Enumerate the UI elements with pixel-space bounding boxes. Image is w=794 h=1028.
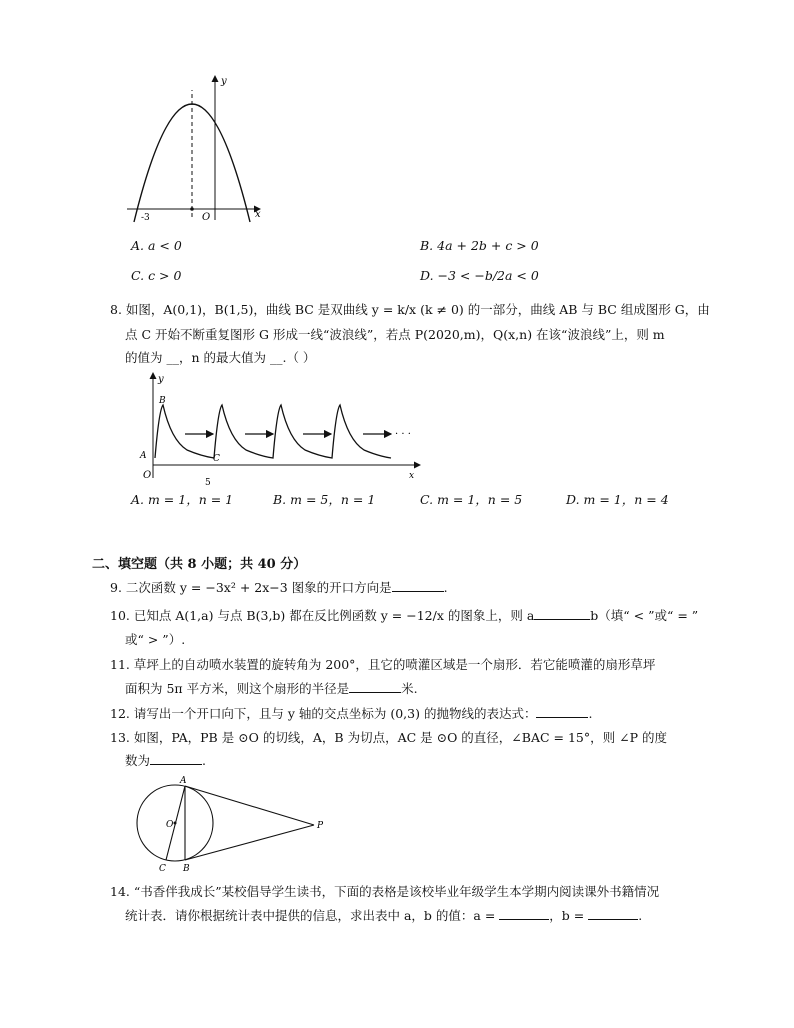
q12-tail: .	[588, 706, 593, 721]
q8-option-c[interactable]: C. m = 1，n = 5	[420, 492, 523, 507]
q10-tail: b（填“ < ”或“ = ”	[590, 608, 699, 623]
q13-label-a: A	[180, 776, 187, 786]
q13-text: 数为	[125, 753, 151, 768]
q13-tail: .	[202, 753, 206, 768]
q7-neg3-label: -3	[141, 213, 150, 223]
q8-line-2: 点 C 开始不断重复图形 G 形成一线“波浪线”，若点 P(2020,m)，Q(x,n) 在该“波浪线”上，则 m	[125, 327, 665, 342]
q9-tail: .	[443, 580, 448, 595]
q7-x-label: x	[255, 209, 261, 220]
q11-tail: 米.	[401, 681, 418, 696]
q13-center-dot	[174, 822, 177, 825]
q9-text: 9. 二次函数 y = −3x² + 2x−3 图象的开口方向是	[110, 580, 392, 595]
q8-x-label: x	[409, 471, 415, 481]
q8-y-label: y	[158, 374, 164, 385]
q8-option-a[interactable]: A. m = 1，n = 1	[131, 492, 234, 507]
q7-origin-label: O	[202, 212, 211, 223]
q8-point-c-label: C	[213, 454, 220, 464]
q13-label-o: O	[166, 820, 174, 830]
q13-blank[interactable]	[150, 753, 202, 765]
q14-text: 统计表．请你根据统计表中提供的信息，求出表中 a，b 的值：a =	[125, 908, 496, 923]
q10-head: 10. 已知点 A(1,a) 与点 B(3,b) 都在反比例函数 y = −12/x 的图象上，则 a	[110, 608, 535, 623]
q13-line-2	[125, 753, 206, 769]
q7-parabola-graph	[125, 72, 265, 222]
q13-tangent-pb	[185, 825, 314, 860]
q7-vertex-foot-dot	[190, 207, 194, 211]
q13-label-c: C	[159, 864, 166, 874]
q13-line-1: 13. 如图，PA，PB 是 ⊙O 的切线，A，B 为切点，AC 是 ⊙O 的直径，∠BAC = 15°，则 ∠P 的度	[110, 730, 667, 745]
q13-tangent-pa	[185, 786, 314, 825]
q7-option-c[interactable]: C. c > 0	[131, 268, 182, 283]
q8-dots: · · ·	[395, 429, 411, 440]
q9	[110, 580, 448, 596]
q8-origin-label: O	[143, 470, 152, 481]
q11-blank[interactable]	[349, 681, 401, 693]
q14-blank-b[interactable]	[588, 908, 638, 920]
q10-blank[interactable]	[534, 608, 590, 620]
q7-parabola-curve	[134, 104, 250, 222]
q8-option-b[interactable]: B. m = 5，n = 1	[273, 492, 376, 507]
q9-blank[interactable]	[392, 580, 444, 592]
q11-line-2	[125, 681, 418, 697]
q12-blank[interactable]	[536, 706, 588, 718]
section-2-title: 二、填空题（共 8 小题；共 40 分）	[92, 557, 307, 572]
q8-point-b-label: B	[159, 396, 166, 406]
q12	[110, 706, 592, 722]
q10-line-2: 或“ > ”）.	[125, 632, 186, 647]
q14-blank-a[interactable]	[499, 908, 549, 920]
q7-y-label: y	[221, 76, 227, 87]
q8-five-label: 5	[205, 478, 211, 488]
q11-text: 面积为 5π 平方米，则这个扇形的半径是	[125, 681, 350, 696]
q8-line-1: 8. 如图，A(0,1)，B(1,5)，曲线 BC 是双曲线 y = k/x (k ≠ 0) 的一部分，曲线 AB 与 BC 组成图形 G，由	[110, 302, 710, 317]
q8-wave-curve	[155, 405, 391, 458]
q13-label-b: B	[183, 864, 190, 874]
q10-line-1	[110, 608, 698, 624]
q7-option-b[interactable]: B. 4a + 2b + c > 0	[420, 238, 539, 253]
q13-label-p: P	[317, 821, 324, 831]
q14-mid: ，b =	[549, 908, 585, 923]
q14-tail: .	[638, 908, 643, 923]
q11-line-1: 11. 草坪上的自动喷水装置的旋转角为 200°，且它的喷灌区域是一个扇形．若它能喷灌的扇形草坪	[110, 657, 656, 672]
q8-point-a-label: A	[140, 451, 147, 461]
q12-text: 12. 请写出一个开口向下，且与 y 轴的交点坐标为 (0,3) 的抛物线的表达式：	[110, 706, 537, 721]
q7-option-a[interactable]: A. a < 0	[131, 238, 182, 253]
q8-option-d[interactable]: D. m = 1，n = 4	[566, 492, 669, 507]
q14-line-2	[125, 908, 642, 924]
q8-wave-graph	[135, 370, 425, 488]
q8-line-3: 的值为 __，n 的最大值为 __.（ ）	[125, 350, 316, 365]
q14-line-1: 14. “书香伴我成长”某校倡导学生读书，下面的表格是该校毕业年级学生本学期内阅读课外书籍情况	[110, 884, 660, 899]
q7-option-d[interactable]: D. −3 < −b/2a < 0	[420, 268, 539, 283]
q13-circle-figure	[135, 775, 335, 875]
